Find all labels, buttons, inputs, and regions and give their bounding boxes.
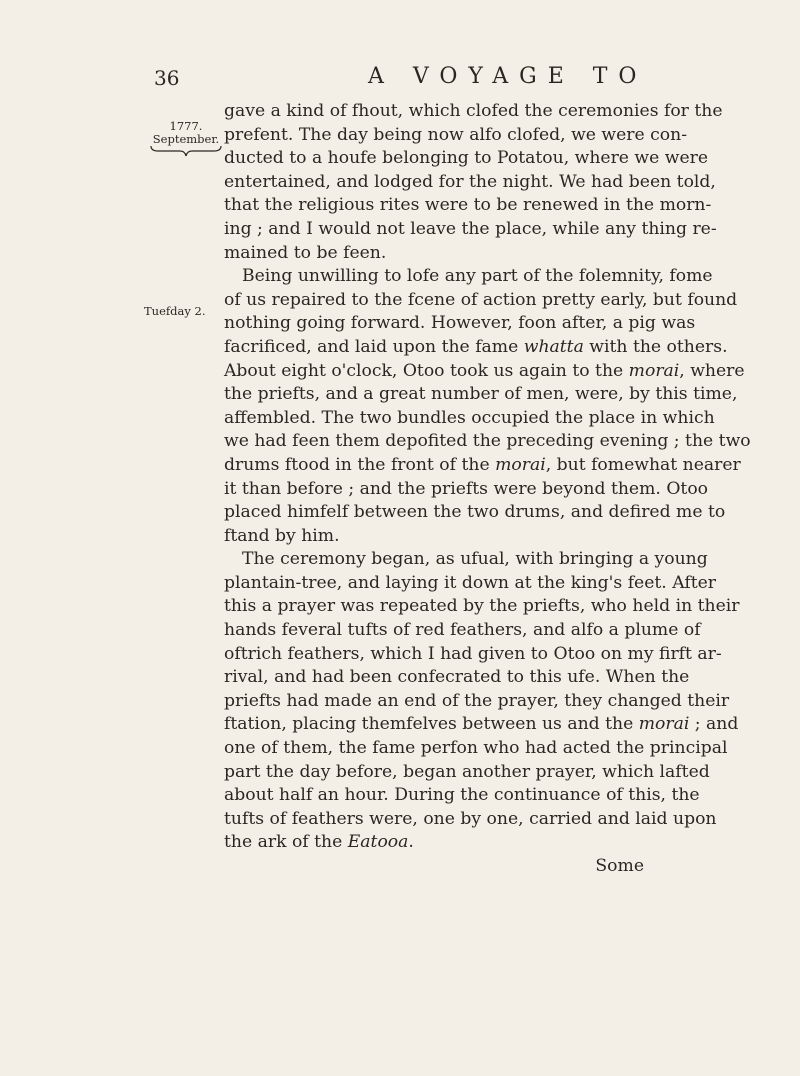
text-line-tail: . [408, 832, 414, 853]
text-line [224, 525, 644, 549]
text-line [224, 478, 709, 502]
text-line [224, 407, 715, 431]
text-line [224, 619, 701, 643]
italic-term: Eatooa [347, 832, 409, 853]
text-line-content: gave a kind of fhout, which clofed the ceremonies for the [224, 101, 723, 121]
text-line [224, 761, 710, 785]
text-line-tail: with the others. [583, 336, 728, 357]
text-line-content: the ark of the [224, 832, 348, 853]
text-line [224, 690, 730, 714]
text-line-content: ducted to a houfe belonging to Potatou, where we were [224, 148, 709, 169]
text-line [224, 831, 644, 855]
text-line-content: Being unwilling to lofe any part of the folemnity, fome [242, 266, 713, 287]
italic-term: morai [638, 714, 690, 735]
text-line [224, 218, 717, 242]
text-line [224, 124, 687, 148]
italic-term: whatta [523, 336, 584, 357]
text-line-content: About eight o'clock, Otoo took us again to the [224, 360, 629, 381]
text-line [224, 312, 696, 336]
text-line-content: one of them, the fame perfon who had acted the principal [224, 738, 728, 759]
text-line-content: ftand by him. [224, 525, 340, 546]
text-line-content: The ceremony began, as ufual, with bringing a young [242, 549, 708, 570]
text-line [224, 147, 709, 171]
text-line-content: part the day before, began another prayer, which lafted [224, 761, 710, 782]
text-line-content: of us repaired to the fcene of action pretty early, but found [224, 289, 738, 310]
text-line-content: tufts of feathers were, one by one, carried and laid upon [224, 808, 717, 829]
text-line-content: prefent. The day being now alfo clofed, we were con- [224, 124, 687, 145]
margin-note-year: 1777. [169, 119, 203, 133]
text-line-content: the priefts, and a great number of men, were, by this time, [224, 384, 738, 405]
text-line [224, 454, 741, 478]
text-line [224, 548, 708, 572]
text-line [224, 289, 738, 313]
text-line-content: this a prayer was repeated by the priefts, who held in their [224, 596, 740, 617]
text-line [224, 430, 751, 454]
text-line-content: it than before ; and the priefts were beyond them. Otoo [224, 478, 709, 499]
body-text [224, 100, 751, 879]
text-line [224, 501, 726, 525]
text-line [224, 265, 713, 289]
text-line [224, 643, 722, 667]
text-line [224, 737, 728, 761]
text-line-content: about half an hour. During the continuance of this, the [224, 785, 700, 806]
text-line-content: plantain-tree, and laying it down at the king's feet. After [224, 572, 716, 593]
italic-term: morai [628, 360, 680, 381]
text-line [224, 242, 644, 266]
text-line-tail: ; and [689, 714, 739, 735]
page-number: 36 [154, 66, 180, 90]
text-line-content: nothing going forward. However, foon after, a pig was [224, 313, 696, 334]
text-line-tail: , where [679, 360, 745, 381]
text-line-content: ftation, placing themfelves between us and the [224, 714, 639, 735]
text-line [224, 194, 712, 218]
text-line-content: we had feen them depofited the preceding evening ; the two [224, 431, 751, 452]
text-line-content: mained to be feen. [224, 242, 387, 263]
text-line-content: rival, and had been confecrated to this ufe. When the [224, 667, 690, 688]
text-line [224, 713, 739, 737]
text-line-content: oftrich feathers, which I had given to Otoo on my firft ar- [224, 643, 722, 664]
text-line-tail: , but fomewhat nearer [545, 454, 741, 475]
text-line [224, 171, 716, 195]
text-line-content: affembled. The two bundles occupied the place in which [224, 407, 715, 428]
margin-note-day: Tuefday 2. [144, 304, 206, 318]
margin-brace [150, 145, 222, 157]
text-line [224, 666, 690, 690]
text-line [224, 572, 716, 596]
text-line [224, 336, 728, 360]
margin-note-month: September. [152, 132, 220, 146]
text-line [224, 808, 717, 832]
text-line-content: entertained, and lodged for the night. We had been told, [224, 171, 716, 192]
text-line [224, 595, 740, 619]
text-line-content: drums ftood in the front of the [224, 454, 496, 475]
text-line-content: facrificed, and laid upon the fame [224, 336, 524, 357]
text-line [224, 383, 738, 407]
catchword: Some [595, 856, 644, 876]
text-line [224, 100, 723, 124]
text-line [224, 360, 745, 384]
text-line [224, 784, 700, 808]
running-head: A VOYAGE TO [368, 64, 648, 89]
text-line-content: placed himfelf between the two drums, and defired me to [224, 502, 726, 523]
text-line-content: hands feveral tufts of red feathers, and alfo a plume of [224, 620, 701, 641]
text-line-content: ing ; and I would not leave the place, while any thing re- [224, 218, 717, 239]
text-line-content: priefts had made an end of the prayer, they changed their [224, 690, 730, 711]
text-line-content: that the religious rites were to be renewed in the morn- [224, 195, 712, 216]
italic-term: morai [495, 454, 546, 475]
